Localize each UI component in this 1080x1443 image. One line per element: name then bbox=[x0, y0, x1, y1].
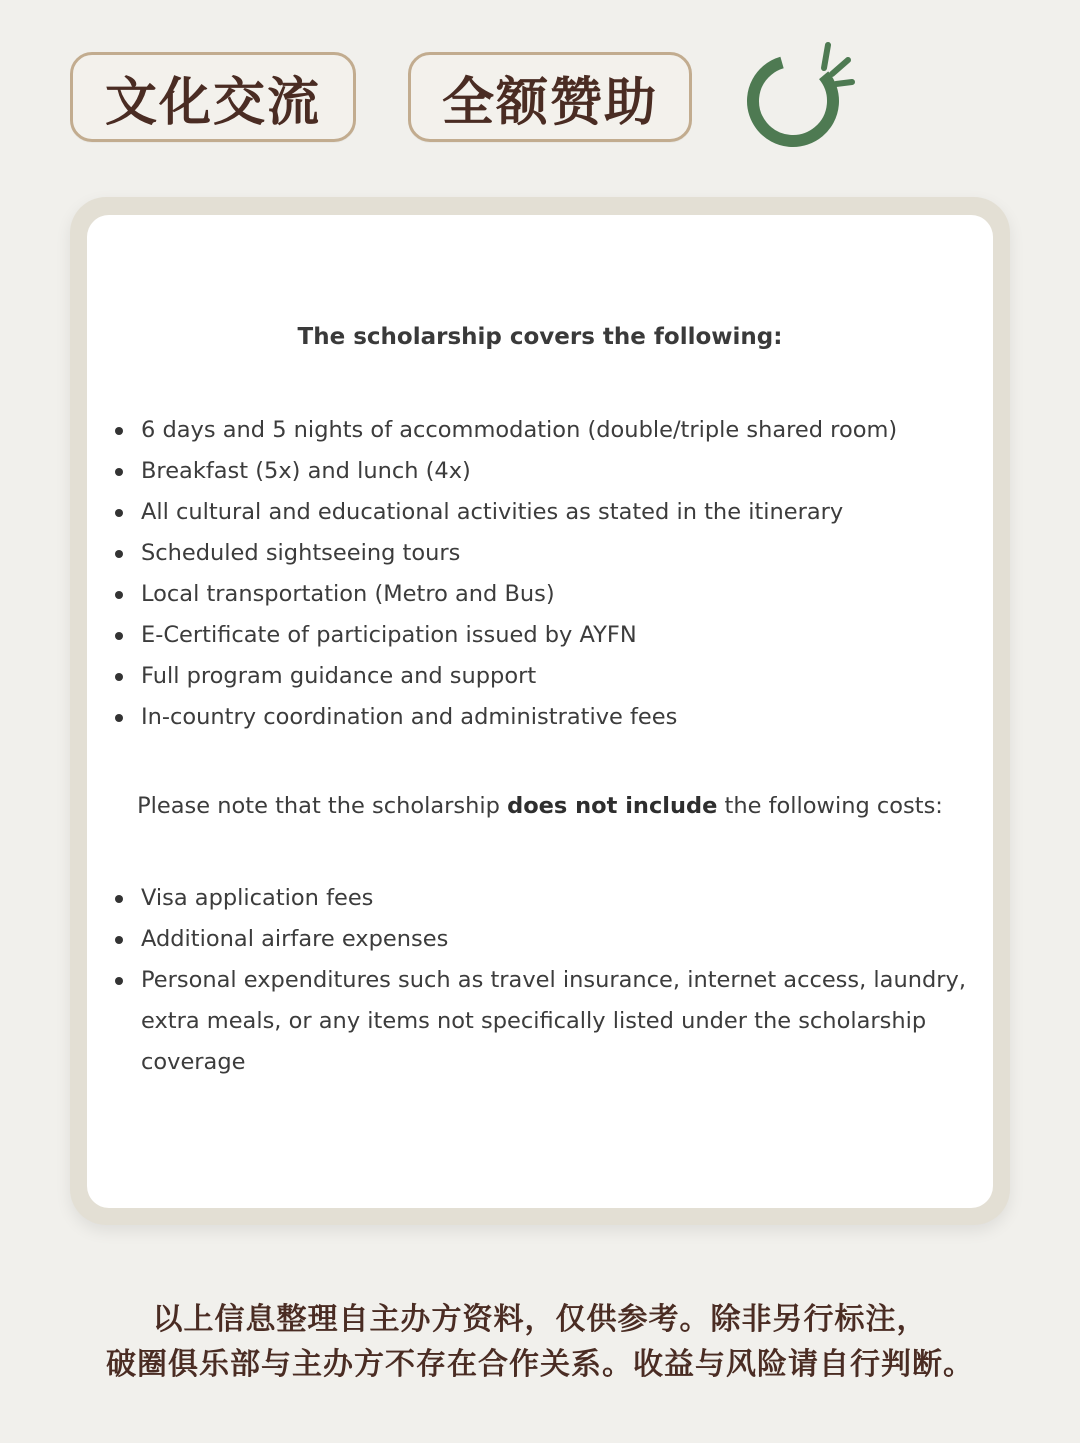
disclaimer-line-1: 以上信息整理自主办方资料，仅供参考。除非另行标注， bbox=[152, 1302, 928, 1337]
tag-full-sponsorship: 全额赞助 bbox=[408, 52, 692, 142]
coverage-list bbox=[108, 410, 978, 738]
coverage-heading: The scholarship covers the following: bbox=[297, 324, 783, 350]
list-item: Scheduled sightseeing tours bbox=[108, 533, 978, 574]
list-item: All cultural and educational activities as stated in the itinerary bbox=[108, 492, 978, 533]
tag-cultural-exchange: 文化交流 bbox=[70, 52, 356, 142]
note-text-bold: does not include bbox=[507, 793, 718, 819]
list-item: Visa application fees bbox=[108, 878, 978, 919]
list-item: 6 days and 5 nights of accommodation (double/triple shared room) bbox=[108, 410, 978, 451]
list-item: Breakfast (5x) and lunch (4x) bbox=[108, 451, 978, 492]
list-item: In-country coordination and administrative fees bbox=[108, 697, 978, 738]
list-item: Additional airfare expenses bbox=[108, 919, 978, 960]
list-item: Full program guidance and support bbox=[108, 656, 978, 697]
list-item: Personal expenditures such as travel insurance, internet access, laundry, extra meals, or any items not specifically listed under the scholarship coverage bbox=[108, 960, 978, 1083]
exclusion-note bbox=[0, 793, 1080, 819]
note-text-after: the following costs: bbox=[717, 793, 943, 819]
note-text-before: Please note that the scholarship bbox=[137, 793, 508, 819]
disclaimer-line-2: 破圈俱乐部与主办方不存在合作关系。收益与风险请自行判断。 bbox=[106, 1347, 974, 1382]
exclusion-list bbox=[108, 878, 978, 1083]
list-item: E-Certificate of participation issued by AYFN bbox=[108, 615, 978, 656]
list-item: Local transportation (Metro and Bus) bbox=[108, 574, 978, 615]
ring-sparkle-icon bbox=[738, 38, 858, 158]
